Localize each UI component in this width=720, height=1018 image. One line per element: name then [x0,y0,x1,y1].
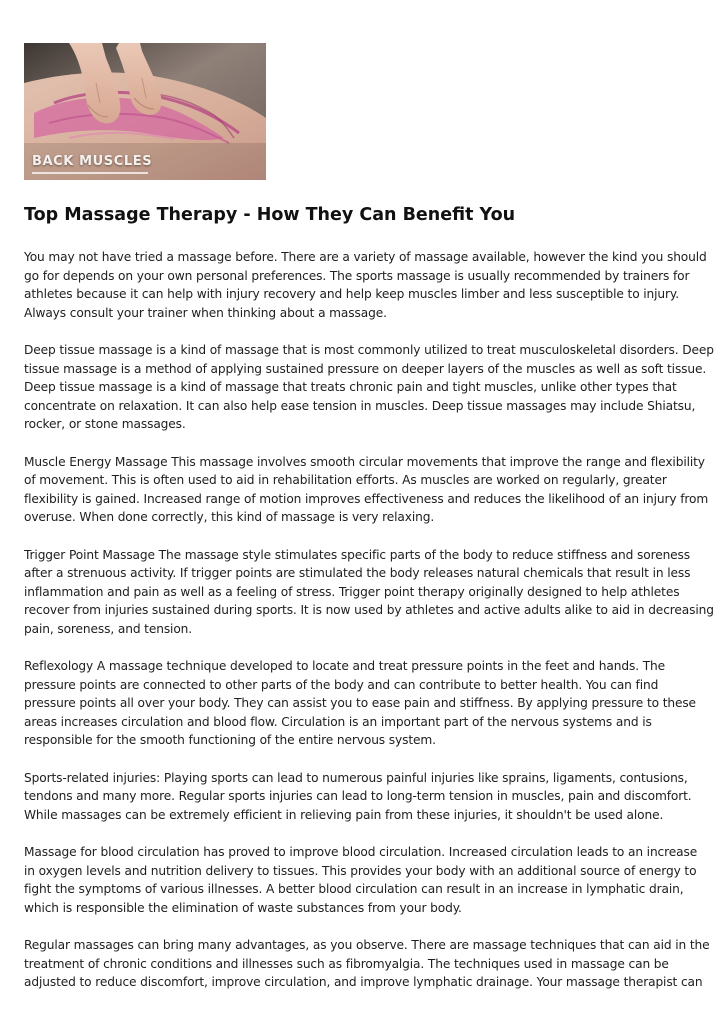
paragraph-line: concentrate on relaxation. It can also help ease tension in muscles. Deep tissue massages may include Shiatsu, [24,398,696,413]
paragraph-line: recover from injuries sustained during sports. It is now used by athletes and active adults alike to aid in decreasing [24,603,714,618]
hero-image [24,43,266,180]
paragraph-line: in oxygen levels and nutrition delivery to tissues. This provides your body with an additional source of energy to [24,863,697,878]
paragraph-line: treatment of chronic conditions and illnesses such as fibromyalgia. The techniques used in massage can be [24,956,669,971]
article-body [24,248,714,1010]
image-caption: BACK MUSCLES [32,154,153,169]
paragraph-line: athletes because it can help with injury recovery and help keep muscles limber and less susceptible to injury. [24,287,680,302]
article-paragraph [24,936,710,992]
paragraph-line: Muscle Energy Massage This massage involves smooth circular movements that improve the range and flexibility [24,454,705,469]
paragraph-line: go for depends on your own personal preferences. The sports massage is usually recommended by trainers for [24,268,690,283]
paragraph-line: Trigger Point Massage The massage style stimulates specific parts of the body to reduce stiffness and soreness [24,547,691,562]
paragraph-line: overuse. When done correctly, this kind of massage is very relaxing. [24,510,435,525]
paragraph-line: areas increases circulation and blood flow. Circulation is an important part of the nervous systems and is [24,714,652,729]
article-paragraph [24,453,709,527]
paragraph-line: Reflexology A massage technique developed to locate and treat pressure points in the feet and hands. The [24,659,666,674]
paragraph-line: You may not have tried a massage before. There are a variety of massage available, however the kind you should [24,250,707,264]
paragraph-line: tendons and many more. Regular sports injuries can lead to long-term tension in muscles, pain and discomfort. [24,789,692,804]
paragraph-line: Always consult your trainer when thinking about a massage. [24,305,387,320]
article-paragraph [24,769,696,825]
paragraph-line: Deep tissue massage is a kind of massage that treats chronic pain and tight muscles, unlike other types that [24,380,677,395]
paragraph-line: Massage for blood circulation has proved to improve blood circulation. Increased circulation leads to an increase [24,845,698,859]
paragraph-line: which is responsible the elimination of waste substances from your body. [24,900,462,915]
article-paragraph [24,843,696,917]
paragraph-line: pressure points are connected to other parts of the body and can contribute to better health. You can find [24,677,659,692]
article-title: Top Massage Therapy - How They Can Benefit You [24,205,516,225]
article-paragraph [24,546,714,639]
paragraph-line: tissue massage is a method of applying sustained pressure on deeper layers of the muscles as well as soft tissue. [24,361,707,376]
paragraph-line: While massages can be extremely efficient in relieving pain from these injuries, it shouldn't be used alone. [24,807,664,822]
paragraph-line: Deep tissue massage is a kind of massage that is most commonly utilized to treat musculoskeletal disorders. Deep [24,342,714,357]
paragraph-line: pressure points all over your body. They can assist you to ease pain and stiffness. By applying pressure to these [24,696,696,711]
article-paragraph [24,341,714,434]
paragraph-line: rocker, or stone massages. [24,417,186,432]
paragraph-line: responsible for the smooth functioning of the entire nervous system. [24,733,436,748]
paragraph-line: Sports-related injuries: Playing sports can lead to numerous painful injuries like sprains, ligaments, contusions, [24,770,688,785]
paragraph-line: pain, soreness, and tension. [24,621,193,636]
article-paragraph [24,248,707,322]
paragraph-line: inflammation and pain as well as a feeling of stress. Trigger point therapy originally designed to help athletes [24,584,680,599]
paragraph-line: fight the symptoms of various illnesses. A better blood circulation can result in an increase in lymphatic drain, [24,882,684,897]
caption-underline [32,172,148,174]
paragraph-line: after a strenuous activity. If trigger points are stimulated the body releases natural chemicals that result in less [24,566,691,581]
paragraph-line: Regular massages can bring many advantages, as you observe. There are massage techniques that can aid in the [24,937,710,952]
paragraph-line: adjusted to reduce discomfort, improve circulation, and improve lymphatic drainage. Your massage therapist can [24,975,703,990]
paragraph-line: flexibility is gained. Increased range of motion improves effectiveness and reduces the likelihood of an injury from [24,491,709,506]
paragraph-line: of movement. This is often used to aid in rehabilitation efforts. As muscles are worked on regularly, greater [24,473,667,488]
article-paragraph [24,657,696,750]
